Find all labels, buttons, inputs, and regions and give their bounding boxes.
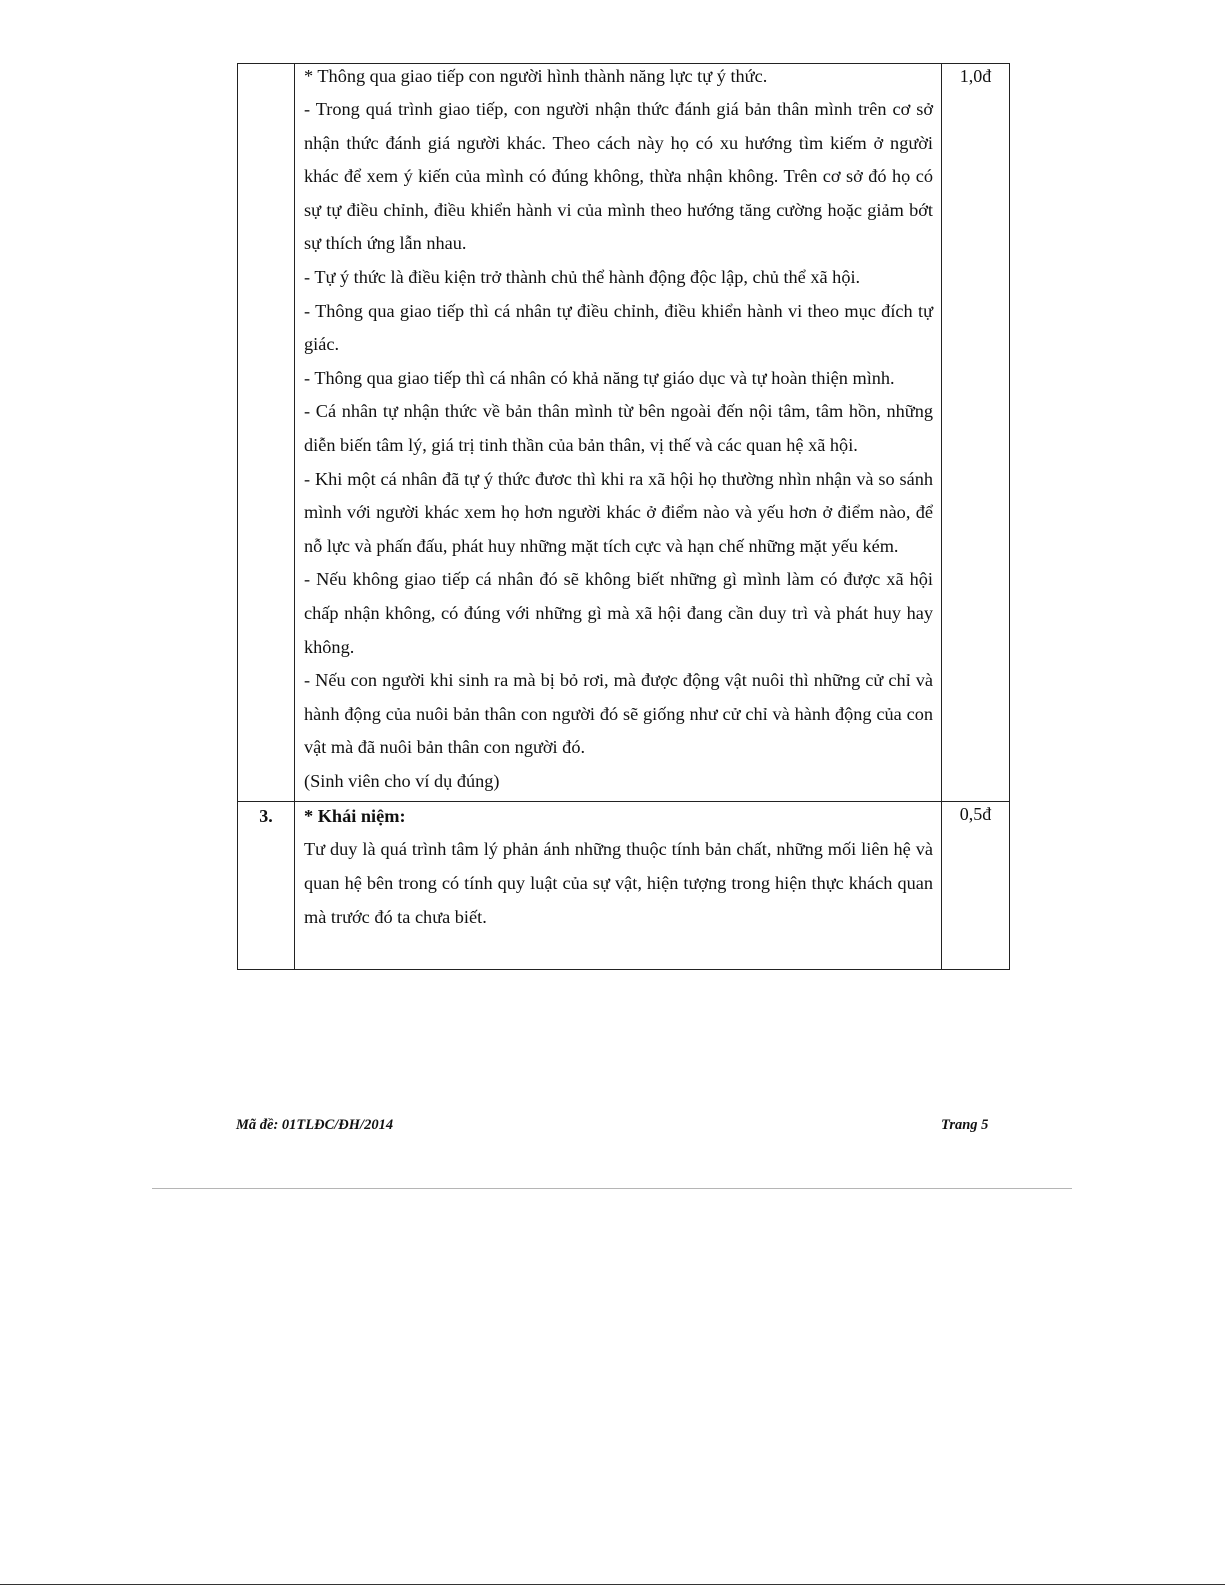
answer-row <box>238 802 1010 970</box>
answer-paragraph: - Trong quá trình giao tiếp, con người nhận thức đánh giá bản thân mình trên cơ sở nhận thức đánh giá người khác. Theo cách này họ có xu hướng tìm kiếm ở người khác để xem ý kiến của mình có đúng không, thừa nhận không. Trên cơ sở đó họ có sự tự điều chỉnh, điều khiển hành vi của mình theo hướng tăng cường hoặc giảm bớt sự thích ứng lẫn nhau. <box>304 99 933 254</box>
answer-paragraph: - Nếu không giao tiếp cá nhân đó sẽ không biết những gì mình làm có được xã hội chấp nhận không, có đúng với những gì mà xã hội đang cần duy trì và phát huy hay không. <box>304 569 933 657</box>
answer-paragraph: Tư duy là quá trình tâm lý phản ánh những thuộc tính bản chất, những mối liên hệ và quan hệ bên trong có tính quy luật của sự vật, hiện tượng trong hiện thực khách quan mà trước đó ta chưa biết. <box>304 839 933 927</box>
answer-heading: * Khái niệm: <box>304 806 406 827</box>
page-divider <box>152 1188 1072 1189</box>
answer-table <box>237 63 1010 970</box>
answer-paragraph: - Thông qua giao tiếp thì cá nhân có khả năng tự giáo dục và tự hoàn thiện mình. <box>304 367 895 388</box>
question-number-cell: 3. <box>238 802 295 970</box>
answer-paragraph: - Nếu con người khi sinh ra mà bị bỏ rơi, mà được động vật nuôi thì những cử chỉ và hành động của nuôi bản thân con người đó sẽ giống như cử chỉ và hành động của con vật mà đã nuôi bản thân con người đó. <box>304 670 933 758</box>
score-cell: 0,5đ <box>942 802 1010 970</box>
answer-paragraph: - Khi một cá nhân đã tự ý thức đươc thì khi ra xã hội họ thường nhìn nhận và so sánh mình với người khác xem họ hơn người khác ở điểm nào và yếu hơn ở điểm nào, để nỗ lực và phấn đấu, phát huy những mặt tích cực và hạn chế những mặt yếu kém. <box>304 468 933 556</box>
answer-paragraph: (Sinh viên cho ví dụ đúng) <box>304 770 500 791</box>
page-number-footer: Trang 5 <box>941 1117 989 1133</box>
answer-content-cell <box>295 64 942 802</box>
answer-content-cell <box>295 802 942 970</box>
answer-paragraph: - Cá nhân tự nhận thức về bản thân mình từ bên ngoài đến nội tâm, tâm hồn, những diễn biến tâm lý, giá trị tinh thần của bản thân, vị thế và các quan hệ xã hội. <box>304 401 933 455</box>
score-cell: 1,0đ <box>942 64 1010 802</box>
answer-paragraph: * Thông qua giao tiếp con người hình thành năng lực tự ý thức. <box>304 66 768 86</box>
answer-row <box>238 64 1010 802</box>
question-number-cell <box>238 64 295 802</box>
answer-paragraph: - Thông qua giao tiếp thì cá nhân tự điều chỉnh, điều khiển hành vi theo mục đích tự giác. <box>304 300 933 355</box>
answer-paragraph: - Tự ý thức là điều kiện trở thành chủ thể hành động độc lập, chủ thể xã hội. <box>304 266 861 287</box>
exam-code-footer: Mã đề: 01TLĐC/ĐH/2014 <box>236 1117 394 1133</box>
